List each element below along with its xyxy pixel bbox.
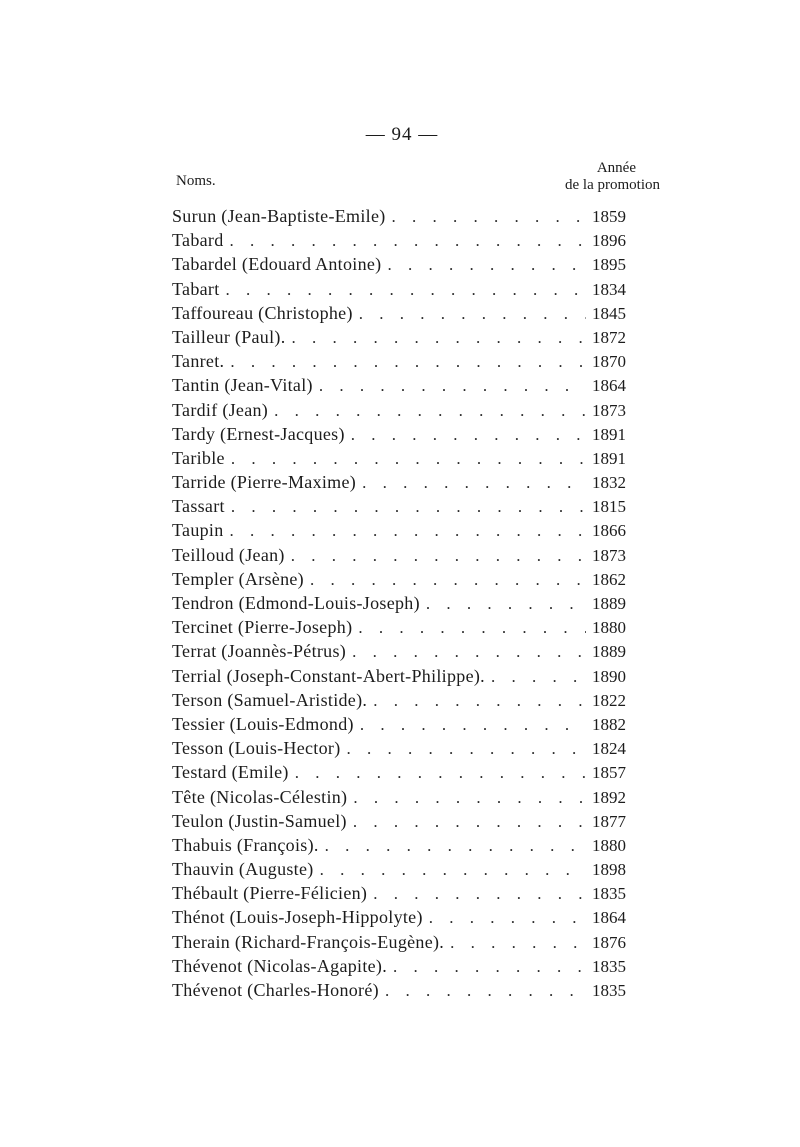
entry-name: Tabardel (Edouard Antoine)	[172, 254, 382, 275]
dot-leader	[392, 205, 586, 229]
dot-leader	[373, 882, 586, 906]
dot-leader	[385, 979, 586, 1003]
dot-leader	[352, 640, 586, 664]
list-item	[172, 639, 626, 663]
dot-leader	[450, 931, 586, 955]
list-item	[172, 930, 626, 954]
entry-name: Surun (Jean-Baptiste-Emile)	[172, 206, 386, 226]
list-item	[172, 833, 626, 857]
list-item	[172, 688, 626, 712]
entry-name: Terson (Samuel-Aristide).	[172, 689, 368, 710]
entry-name: Tailleur (Paul).	[172, 326, 286, 347]
entry-name: Tarible	[172, 447, 225, 468]
list-item	[172, 373, 626, 397]
dot-leader	[358, 616, 586, 640]
list-item	[172, 591, 626, 615]
dot-leader	[230, 350, 586, 374]
dot-leader	[362, 471, 586, 495]
list-item	[172, 543, 626, 567]
column-header-year-line1: Année	[596, 160, 636, 176]
page-number: — 94 —	[365, 124, 439, 145]
entry-year: 1845	[592, 303, 626, 323]
entry-name: Terrial (Joseph-Constant-Abert-Philippe).	[172, 665, 485, 686]
entry-year: 1872	[592, 327, 626, 347]
entry-year: 1866	[592, 521, 626, 541]
dot-leader	[230, 519, 586, 543]
entry-year: 1835	[592, 956, 626, 976]
dot-leader	[360, 713, 586, 737]
list-item	[172, 712, 626, 736]
list-item	[172, 785, 626, 809]
list-item	[172, 470, 626, 494]
dot-leader	[351, 423, 586, 447]
list-item	[172, 881, 626, 905]
dot-leader	[231, 447, 586, 471]
list-item	[172, 736, 626, 760]
entry-name: Tardif (Jean)	[172, 399, 269, 420]
entry-name: Testard (Emile)	[172, 762, 289, 783]
entry-year: 1835	[592, 981, 626, 1000]
entry-name: Tantin (Jean-Vital)	[172, 375, 313, 396]
dot-leader	[491, 665, 586, 689]
list-item	[172, 567, 626, 591]
list-item	[172, 204, 626, 228]
entry-name: Therain (Richard-François-Eugène).	[172, 931, 445, 952]
entry-year: 1889	[592, 642, 626, 662]
entry-name: Tardy (Ernest-Jacques)	[172, 423, 345, 444]
entry-year: 1892	[592, 787, 626, 807]
entry-year: 1870	[592, 352, 626, 372]
dot-leader	[226, 278, 586, 302]
entry-name: Tarride (Pierre-Maxime)	[172, 472, 357, 493]
entry-name: Thénot (Louis-Joseph-Hippolyte)	[172, 907, 423, 928]
entry-year: 1889	[592, 594, 626, 613]
entry-year: 1898	[592, 860, 626, 880]
entry-year: 1896	[592, 231, 626, 251]
entry-year: 1824	[592, 739, 626, 759]
entry-year: 1834	[592, 279, 626, 299]
dot-leader	[353, 786, 586, 810]
entry-year: 1822	[592, 690, 626, 710]
entry-name: Thévenot (Nicolas-Agapite).	[172, 955, 388, 976]
entries-list	[172, 204, 626, 1002]
list-item	[172, 228, 626, 252]
entry-name: Tessier (Louis-Edmond)	[172, 713, 354, 734]
list-item	[172, 349, 626, 373]
dot-leader	[310, 568, 586, 592]
entry-name: Tercinet (Pierre-Joseph)	[172, 617, 353, 638]
dot-leader	[292, 326, 586, 350]
entry-name: Thévenot (Charles-Honoré)	[172, 980, 379, 1000]
dot-leader	[230, 229, 586, 253]
entry-name: Thauvin (Auguste)	[172, 859, 314, 880]
entry-year: 1880	[592, 835, 626, 855]
entry-name: Teulon (Justin-Samuel)	[172, 810, 347, 831]
list-item	[172, 518, 626, 542]
dot-leader	[295, 761, 586, 785]
dot-leader	[373, 689, 586, 713]
list-item	[172, 252, 626, 276]
entry-name: Tesson (Louis-Hector)	[172, 738, 341, 759]
list-item	[172, 857, 626, 881]
dot-leader	[347, 737, 587, 761]
list-item	[172, 664, 626, 688]
list-item	[172, 978, 626, 1002]
entry-year: 1891	[592, 424, 626, 444]
entry-year: 1880	[592, 618, 626, 638]
dot-leader	[393, 955, 586, 979]
list-item	[172, 398, 626, 422]
entry-name: Templer (Arsène)	[172, 568, 304, 589]
entry-name: Thabuis (François).	[172, 834, 319, 855]
column-header-year	[540, 160, 660, 194]
dot-leader	[429, 906, 586, 930]
entry-year: 1835	[592, 884, 626, 904]
dot-leader	[387, 253, 586, 277]
dot-leader	[325, 834, 586, 858]
entry-year: 1876	[592, 932, 626, 952]
entry-name: Tendron (Edmond-Louis-Joseph)	[172, 593, 420, 613]
list-item	[172, 905, 626, 929]
entry-name: Taffoureau (Christophe)	[172, 302, 353, 323]
list-item	[172, 422, 626, 446]
list-item	[172, 325, 626, 349]
dot-leader	[353, 810, 586, 834]
entry-year: 1873	[592, 400, 626, 420]
entry-year: 1859	[592, 207, 626, 226]
column-header-year-line2: de la promotion	[565, 177, 660, 193]
dot-leader	[320, 858, 586, 882]
entry-name: Tête (Nicolas-Célestin)	[172, 786, 348, 807]
dot-leader	[319, 374, 586, 398]
list-item	[172, 615, 626, 639]
entry-name: Terrat (Joannès-Pétrus)	[172, 641, 347, 662]
entry-name: Teilloud (Jean)	[172, 544, 285, 565]
entry-year: 1864	[592, 376, 626, 396]
list-item	[172, 446, 626, 470]
entry-name: Tabard	[172, 230, 224, 251]
dot-leader	[291, 544, 586, 568]
entry-name: Tassart	[172, 496, 225, 517]
dot-leader	[426, 592, 586, 616]
entry-name: Tanret.	[172, 351, 225, 372]
entry-year: 1864	[592, 908, 626, 928]
list-item	[172, 301, 626, 325]
entry-name: Tabart	[172, 278, 220, 299]
list-item	[172, 494, 626, 518]
entry-year: 1890	[592, 666, 626, 686]
entry-year: 1832	[592, 473, 626, 493]
dot-leader	[231, 495, 586, 519]
entry-year: 1862	[592, 569, 626, 589]
entry-year: 1857	[592, 763, 626, 783]
entry-year: 1882	[592, 714, 626, 734]
entry-name: Thébault (Pierre-Félicien)	[172, 883, 368, 904]
list-item	[172, 954, 626, 978]
list-item	[172, 809, 626, 833]
dot-leader	[274, 399, 586, 423]
entry-year: 1873	[592, 545, 626, 565]
column-header-names: Noms.	[176, 173, 216, 189]
dot-leader	[359, 302, 586, 326]
list-item	[172, 277, 626, 301]
list-item	[172, 760, 626, 784]
entry-year: 1815	[592, 497, 626, 517]
entry-year: 1877	[592, 811, 626, 831]
entry-name: Taupin	[172, 520, 224, 541]
entry-year: 1895	[592, 255, 626, 275]
entry-year: 1891	[592, 448, 626, 468]
